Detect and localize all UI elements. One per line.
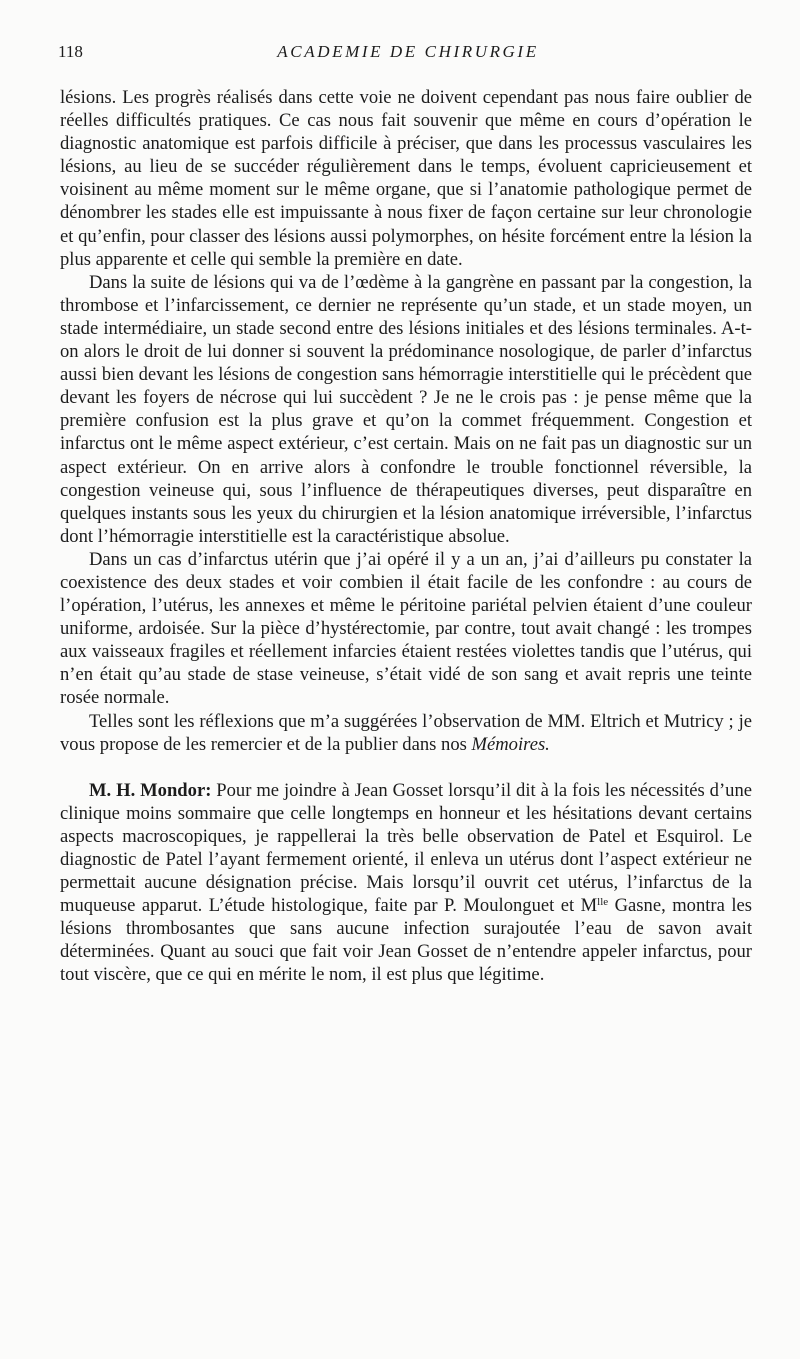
paragraph-conclusion [60, 710, 752, 756]
text-body [60, 86, 752, 987]
paragraph-continued: lésions. Les progrès réalisés dans cette voie ne doivent cependant pas nous faire oublier de réelles difficultés pratiques. Ce cas nous fait souvenir que même en cours d’opération le diagnostic anatomique est parfois difficile à préciser, que dans les processus vasculaires les lésions, au lieu de se succéder régulièrement dans le temps, évoluent capricieusement et voisinent au même moment sur le même organe, que si l’anatomie pathologique permet de dénombrer les stades elle est impuissante à nous fixer de façon certaine sur leur chronologie et qu’enfin, pour classer des lésions aussi polymorphes, on hésite forcément entre la lésion la plus apparente et celle qui semble la première en date. [60, 87, 752, 270]
paragraph-infarcissement: Dans la suite de lésions qui va de l’œdème à la gangrène en passant par la congestion, la thrombose et l’infarcissement, ce dernier ne représente qu’un stade, et un stade moyen, un stade intermédiaire, un stade second entre des lésions initiales et des lésions terminales. A-t-on alors le droit de lui donner si souvent la prédominance nosologique, de parler d’infarctus aussi bien devant les lésions de congestion sans hémorragie interstitielle qui le précèdent que devant les foyers de nécrose qui lui succèdent ? Je ne le crois pas : je pense même que la première confusion est la plus grave et qu’on la commet fréquemment. Congestion et infarctus ont le même aspect extérieur, c’est certain. Mais on ne fait pas un diagnostic sur un aspect extérieur. On en arrive alors à confondre le trouble fonctionnel réversible, la congestion veineuse qui, sous l’influence de thérapeutiques diverses, peut disparaître en quelques instants sous les yeux du chirurgien et la lésion anatomique irréversible, l’infarctus dont l’hémorragie interstitielle est la caractéristique absolue. [60, 271, 752, 547]
mondor-text-part-2: Gasne, montra les lésions thrombosantes que sans aucune infection surajoutée l’eau de savon avait déterminées. Quant au souci que fait voir Jean Gosset de n’entendre appeler infarctus, pour tout viscère, que ce qui en mérite le nom, il est plus que légitime. [60, 895, 752, 986]
speaker-name: M. H. Mondor: [89, 779, 212, 801]
page-number: 118 [58, 42, 83, 61]
conclusion-text: Telles sont les réflexions que m’a suggérées l’observation de MM. Eltrich et Mutricy ; je vous propose de les remercier et de la publier dans nos [60, 710, 752, 755]
running-title: ACADEMIE DE CHIRURGIE [277, 42, 539, 61]
mondor-text-part-1: Pour me joindre à Jean Gosset lorsqu’il dit à la fois les nécessités d’une clinique moins sommaire que celle longtemps en honneur et les hésitations devant certains aspects macroscopiques, je rappellerai la très belle observation de Patel et Esquirol. Le diagnostic de Patel l’ayant fermement orienté, il enleva un utérus dont l’aspect extérieur ne permettait aucune désignation précise. Mais lorsqu’il ouvrit cet utérus, l’infarctus de la muqueuse apparut. L’étude histologique, faite par P. Moulonguet et M [60, 779, 752, 917]
paragraph-mondor [60, 779, 752, 987]
paragraph-case-report: Dans un cas d’infarctus utérin que j’ai opéré il y a un an, j’ai d’ailleurs pu constater la coexistence des deux stades et voir combien il était facile de les confondre : au cours de l’opération, l’utérus, les annexes et même le péritoine pariétal pelvien étaient d’une couleur uniforme, ardoisée. Sur la pièce d’hystérectomie, par contre, tout avait changé : les trompes aux vaisseaux fragiles et réellement infarcies étaient restées violettes tandis que l’utérus, qui n’en était qu’au stade de stase veineuse, s’était vidé de son sang et avait repris une teinte rosée normale. [60, 548, 752, 709]
journal-title: Mémoires. [471, 733, 550, 755]
page-header [58, 42, 758, 66]
title-superscript: lle [597, 896, 609, 909]
